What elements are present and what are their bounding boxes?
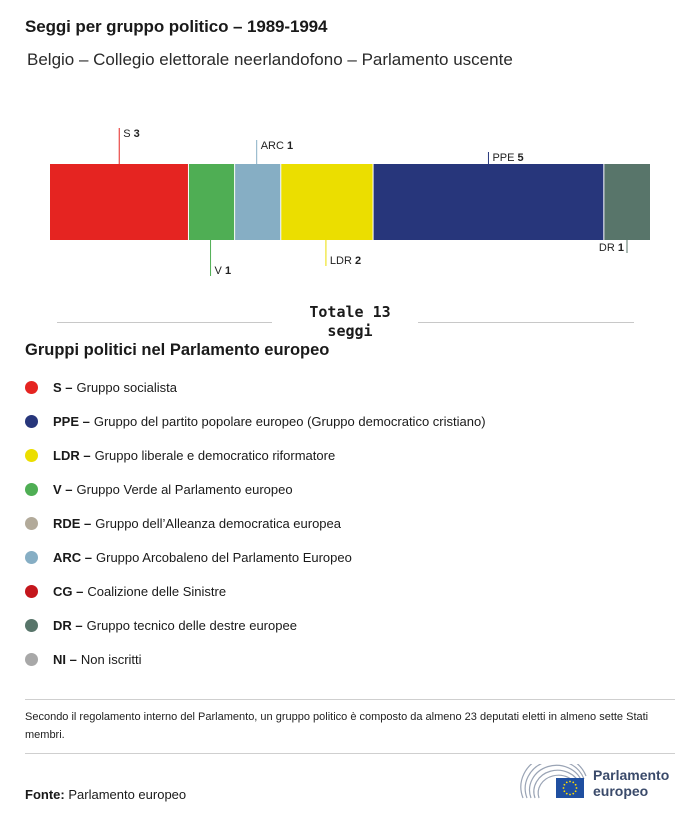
segment-label-dr: DR 1 [598,242,624,254]
eu-star-icon [572,781,574,783]
legend-abbr: NI – [53,651,77,667]
bar-segment-ldr [281,164,373,240]
legend-name: Gruppo del partito popolare europeo (Gruppo democratico cristiano) [93,413,486,429]
legend-abbr: V – [53,481,73,497]
total-seats [0,300,700,344]
eu-star-icon [563,790,565,792]
legend-color-dot [25,551,38,564]
bar-segment-ppe [373,164,604,240]
logo-line1: Parlamento [593,767,670,783]
legend-item [25,404,486,438]
segment-label-s: S 3 [123,128,140,140]
european-parliament-logo [520,764,680,802]
eu-star-icon [575,790,577,792]
legend-color-dot [25,449,38,462]
eu-star-icon [566,793,568,795]
legend-abbr: RDE – [53,515,92,531]
segment-label-v: V 1 [214,265,232,277]
legend-item [25,574,486,608]
legend-color-dot [25,483,38,496]
legend [25,370,486,676]
legend-name: Gruppo liberale e democratico riformatore [94,447,336,463]
legend-item [25,642,486,676]
legend-color-dot [25,381,38,394]
total-label-line1: Totale 13 [309,303,391,321]
legend-item [25,540,486,574]
bar-segment-v [188,164,234,240]
legend-item [25,608,486,642]
legend-abbr: DR – [53,617,83,633]
legend-color-dot [25,653,38,666]
legend-name: Gruppo dell’Alleanza democratica europea [95,515,342,531]
legend-name: Gruppo Arcobaleno del Parlamento Europeo [96,549,352,565]
legend-color-dot [25,517,38,530]
legend-color-dot [25,415,38,428]
legend-color-dot [25,619,38,632]
eu-star-icon [572,793,574,795]
legend-abbr: S – [53,379,73,395]
source-value: Parlamento europeo [68,787,187,802]
logo-text [593,767,669,799]
legend-name: Non iscritti [80,651,142,667]
seats-bar-chart [0,110,700,300]
eu-star-icon [569,794,571,796]
eu-star-icon [563,784,565,786]
legend-title: Gruppi politici nel Parlamento europeo [25,341,330,359]
logo-line2: europeo [593,783,649,799]
footnote: Secondo il regolamento interno del Parlamento, un gruppo politico è composto da almeno 23 deputati eletti in almeno sette Stati membri. [25,699,675,754]
legend-name: Gruppo socialista [76,379,177,395]
total-divider-right [418,322,634,323]
eu-star-icon [563,787,565,789]
legend-abbr: PPE – [53,413,90,429]
segment-label-arc: ARC 1 [260,140,294,152]
eu-star-icon [576,787,578,789]
eu-star-icon [575,784,577,786]
legend-item [25,506,486,540]
legend-name: Gruppo tecnico delle destre europee [86,617,297,633]
total-divider-left [57,322,272,323]
bar-segment-dr [604,164,650,240]
parliament-hemicycle-icon [520,764,590,802]
legend-name: Coalizione delle Sinistre [87,583,227,599]
legend-item [25,438,486,472]
segment-label-ldr: LDR 2 [329,255,362,267]
legend-abbr: LDR – [53,447,91,463]
legend-item [25,472,486,506]
bar-segment-arc [235,164,281,240]
chart-subtitle: Belgio – Collegio elettorale neerlandofono – Parlamento uscente [27,50,513,69]
chart-title: Seggi per gruppo politico – 1989-1994 [25,17,328,36]
total-label [270,303,430,341]
segment-label-ppe: PPE 5 [492,152,524,164]
legend-abbr: CG – [53,583,84,599]
legend-color-dot [25,585,38,598]
bar-segment-s [50,164,188,240]
eu-star-icon [569,781,571,783]
source [25,787,186,802]
source-label: Fonte: [25,787,65,802]
legend-abbr: ARC – [53,549,93,565]
eu-star-icon [566,781,568,783]
legend-name: Gruppo Verde al Parlamento europeo [76,481,293,497]
legend-item [25,370,486,404]
total-label-line2: seggi [327,322,373,340]
